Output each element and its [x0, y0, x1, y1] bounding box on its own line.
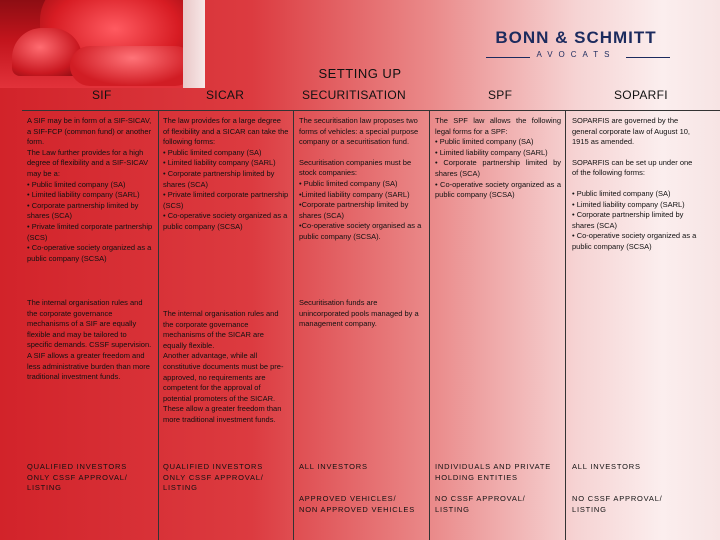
- logo-rule-right: [626, 57, 670, 58]
- securitisation-governance-text: Securitisation funds are unincorporated pools managed by a management company.: [299, 298, 419, 329]
- column-divider: [158, 110, 159, 540]
- cell-sicar-governance: [163, 309, 289, 426]
- cell-securitisation-governance: [299, 298, 425, 330]
- cell-sif-governance: [27, 298, 153, 383]
- column-header-soparfi: SOPARFI: [614, 88, 668, 102]
- column-header-securitisation: SECURITISATION: [302, 88, 406, 102]
- column-header-sif: SIF: [92, 88, 112, 102]
- cell-soparfi-legal-forms: [572, 116, 698, 253]
- securitisation-company-forms: Securitisation companies must be stock companies: • Public limited company (SA) •Limited liability company (SARL) •Corporate partnership limited by shares (SCA) •Co-operative society organised as a public company (SCSA).: [299, 157, 422, 241]
- spf-approval-label: NO CSSF APPROVAL/ LISTING: [435, 494, 526, 514]
- column-header-spf: SPF: [488, 88, 513, 102]
- sif-investors-label: QUALIFIED INVESTORS ONLY CSSF APPROVAL/ LISTING: [27, 462, 128, 493]
- logo-subtitle: AVOCATS: [536, 50, 616, 59]
- column-header-sicar: SICAR: [206, 88, 245, 102]
- page-title: SETTING UP: [318, 66, 402, 81]
- soparfi-forms-intro: SOPARFIS can be set up under one of the following forms:: [572, 157, 693, 178]
- sif-governance-text: The internal organisation rules and the corporate governance mechanisms of a SIF are equally flexible and may be tailored to specific demands. CSSF supervision. A SIF allows a greater freedom and less administrative burden than more traditional investment funds.: [27, 298, 152, 382]
- logo-rule-left: [486, 57, 530, 58]
- logo-name: BONN & SCHMITT: [495, 28, 657, 47]
- securitisation-forms-intro: The securitisation law proposes two forms of vehicles: a special purpose company or a securitisation fund.: [299, 116, 419, 147]
- column-divider: [293, 110, 294, 540]
- sicar-investors-label: QUALIFIED INVESTORS ONLY CSSF APPROVAL/ LISTING: [163, 462, 264, 493]
- securitisation-approval-label: APPROVED VEHICLES/ NON APPROVED VEHICLES: [299, 494, 415, 514]
- table-top-border: [22, 110, 720, 111]
- firm-logo: [476, 28, 676, 59]
- cell-spf-legal-forms: [435, 116, 561, 201]
- sif-legal-forms-text: A SIF may be in form of a SIF-SICAV, a SIF-FCP (common fund) or another form. The Law further provides for a high degree of flexibility and a SIF-SICAV may be a: • Public limited company (SA) • Limited liability company (SARL) • Corporate partnership limited by shares (SCA) • Private limited corporate partnership (SCS) • Co-operative society organized as a public company (SCSA): [27, 116, 153, 263]
- cell-securitisation-legal-forms: [299, 116, 425, 243]
- cell-sif-legal-forms: [27, 116, 153, 264]
- cell-sicar-legal-forms: [163, 116, 289, 233]
- column-divider: [429, 110, 430, 540]
- securitisation-investors-label: ALL INVESTORS: [299, 462, 368, 471]
- spf-legal-forms-text: The SPF law allows the following legal forms for a SPF: • Public limited company (SA) • Limited liability company (SARL) • Corporate partnership limited by shares (SCA) • Co-operative society organized as a public company (SCSA): [435, 116, 561, 200]
- sicar-governance-text: The internal organisation rules and the corporate governance mechanisms of the SICAR are equally flexible. Another advantage, while all constitutive documents must be pre-approved, no requirements are competent for the approval of potential promoters of the SICAR. These allow a greater freedom than more traditional investment funds.: [163, 309, 284, 424]
- soparfi-investors-label: ALL INVESTORS: [572, 462, 641, 471]
- spf-investors-label: INDIVIDUALS AND PRIVATE HOLDING ENTITIES: [435, 462, 552, 482]
- soparfi-approval-label: NO CSSF APPROVAL/ LISTING: [572, 494, 663, 514]
- sicar-legal-forms-text: The law provides for a large degree of flexibility and a SICAR can take the following forms: • Public limited company (SA) • Limited liability company (SARL) • Corporate partnership limited by shares (SCA) • Private limited corporate partnership (SCS) • Co-operative society organized as a public company (SCSA): [163, 116, 289, 231]
- column-divider: [565, 110, 566, 540]
- soparfi-forms-list: • Public limited company (SA) • Limited liability company (SARL) • Corporate partnership limited by shares (SCA) • Co-operative society organized as a public company (SCSA): [572, 188, 697, 251]
- soparfi-governing-law: SOPARFIS are governed by the general corporate law of August 10, 1915 as amended.: [572, 116, 690, 147]
